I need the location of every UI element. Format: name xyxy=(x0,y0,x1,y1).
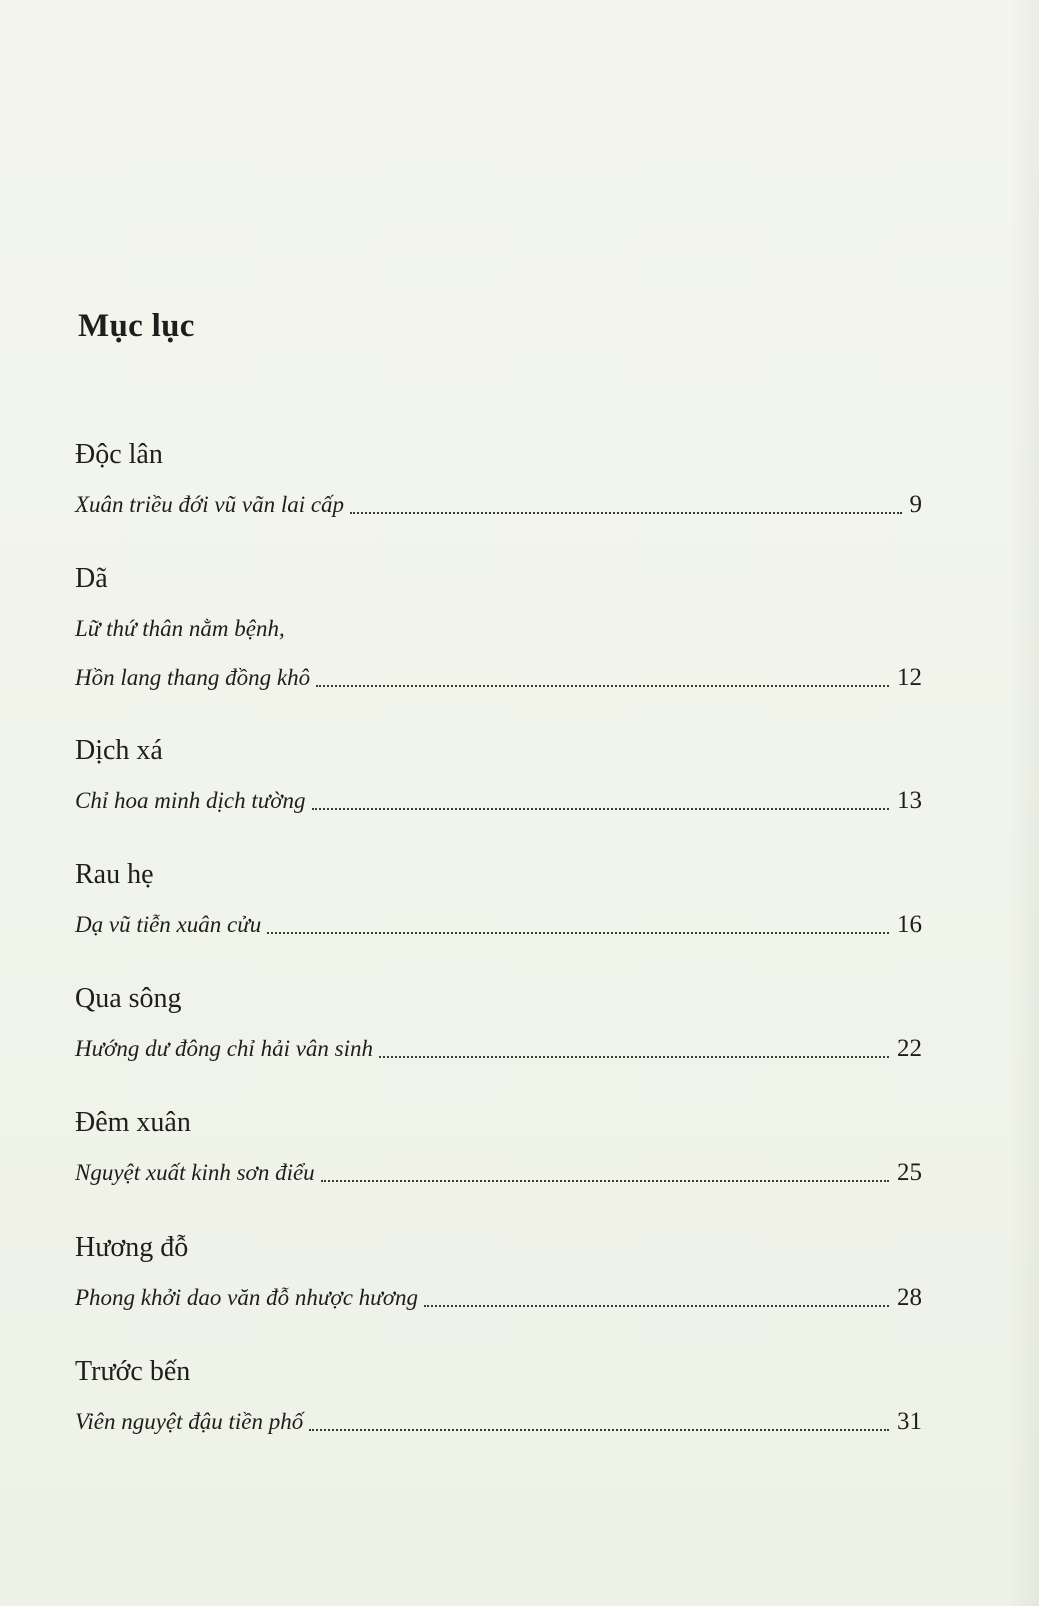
dot-leader xyxy=(312,808,889,810)
toc-entry-page-number: 12 xyxy=(897,664,922,691)
toc-entry-line xyxy=(75,1157,922,1189)
toc-entry-heading: Độc lân xyxy=(75,439,163,470)
page-edge-shadow xyxy=(1009,0,1039,1606)
toc-entry-line xyxy=(75,489,922,521)
toc-entry-verse: Hướng dư đông chỉ hải vân sinh xyxy=(75,1036,374,1061)
toc-entry-verse: Chỉ hoa minh dịch tường xyxy=(75,788,306,813)
toc-entry-heading: Dịch xá xyxy=(75,735,163,766)
toc-entry xyxy=(75,1106,922,1189)
toc-entry xyxy=(75,982,922,1065)
dot-leader xyxy=(267,932,889,934)
toc-entry-verse: Viên nguyệt đậu tiền phố xyxy=(75,1409,304,1434)
toc-entry xyxy=(75,734,922,817)
toc-entry xyxy=(75,562,922,694)
dot-leader xyxy=(316,685,889,687)
toc-entry-heading: Hương đỗ xyxy=(75,1232,189,1263)
toc-entry-heading: Trước bến xyxy=(75,1356,191,1387)
toc-entry-line xyxy=(75,785,922,817)
toc-entry-page-number: 9 xyxy=(909,491,922,518)
dot-leader xyxy=(350,512,901,514)
toc-entry-page-number: 16 xyxy=(897,911,922,938)
toc-entry-heading: Qua sông xyxy=(75,983,182,1014)
toc-entry-page-number: 25 xyxy=(897,1159,922,1186)
toc-entry xyxy=(75,1231,922,1314)
toc-entry-verse: Xuân triều đới vũ vãn lai cấp xyxy=(75,492,345,517)
toc-entry-verse: Phong khởi dao văn đỗ nhược hương xyxy=(75,1285,418,1310)
toc-entry-verse: Dạ vũ tiễn xuân cửu xyxy=(75,912,262,937)
dot-leader xyxy=(309,1429,889,1431)
toc-entry-line xyxy=(75,1282,922,1314)
toc-entry xyxy=(75,1355,922,1438)
dot-leader xyxy=(379,1056,889,1058)
toc-entry-heading: Rau hẹ xyxy=(75,859,154,890)
toc-entry-line xyxy=(75,1406,922,1438)
toc-entry xyxy=(75,438,922,521)
toc-entry xyxy=(75,858,922,941)
toc-entry-heading: Dã xyxy=(75,563,108,594)
toc-entry-page-number: 31 xyxy=(897,1408,922,1435)
toc-entry-line xyxy=(75,909,922,941)
toc-entry-verse-line: Lữ thứ thân nằm bệnh, xyxy=(75,616,285,641)
toc-entry-page-number: 13 xyxy=(897,787,922,814)
dot-leader xyxy=(424,1305,889,1307)
toc-entry-line xyxy=(75,1033,922,1065)
toc-entry-page-number: 22 xyxy=(897,1035,922,1062)
toc-entry-line xyxy=(75,662,922,694)
toc-entry-verse: Nguyệt xuất kinh sơn điểu xyxy=(75,1160,315,1185)
toc-entry-verse: Hồn lang thang đồng khô xyxy=(75,665,311,690)
toc-entry-heading: Đêm xuân xyxy=(75,1107,191,1138)
toc-title: Mục lục xyxy=(78,308,195,344)
dot-leader xyxy=(321,1180,889,1182)
toc-entry-page-number: 28 xyxy=(897,1284,922,1311)
